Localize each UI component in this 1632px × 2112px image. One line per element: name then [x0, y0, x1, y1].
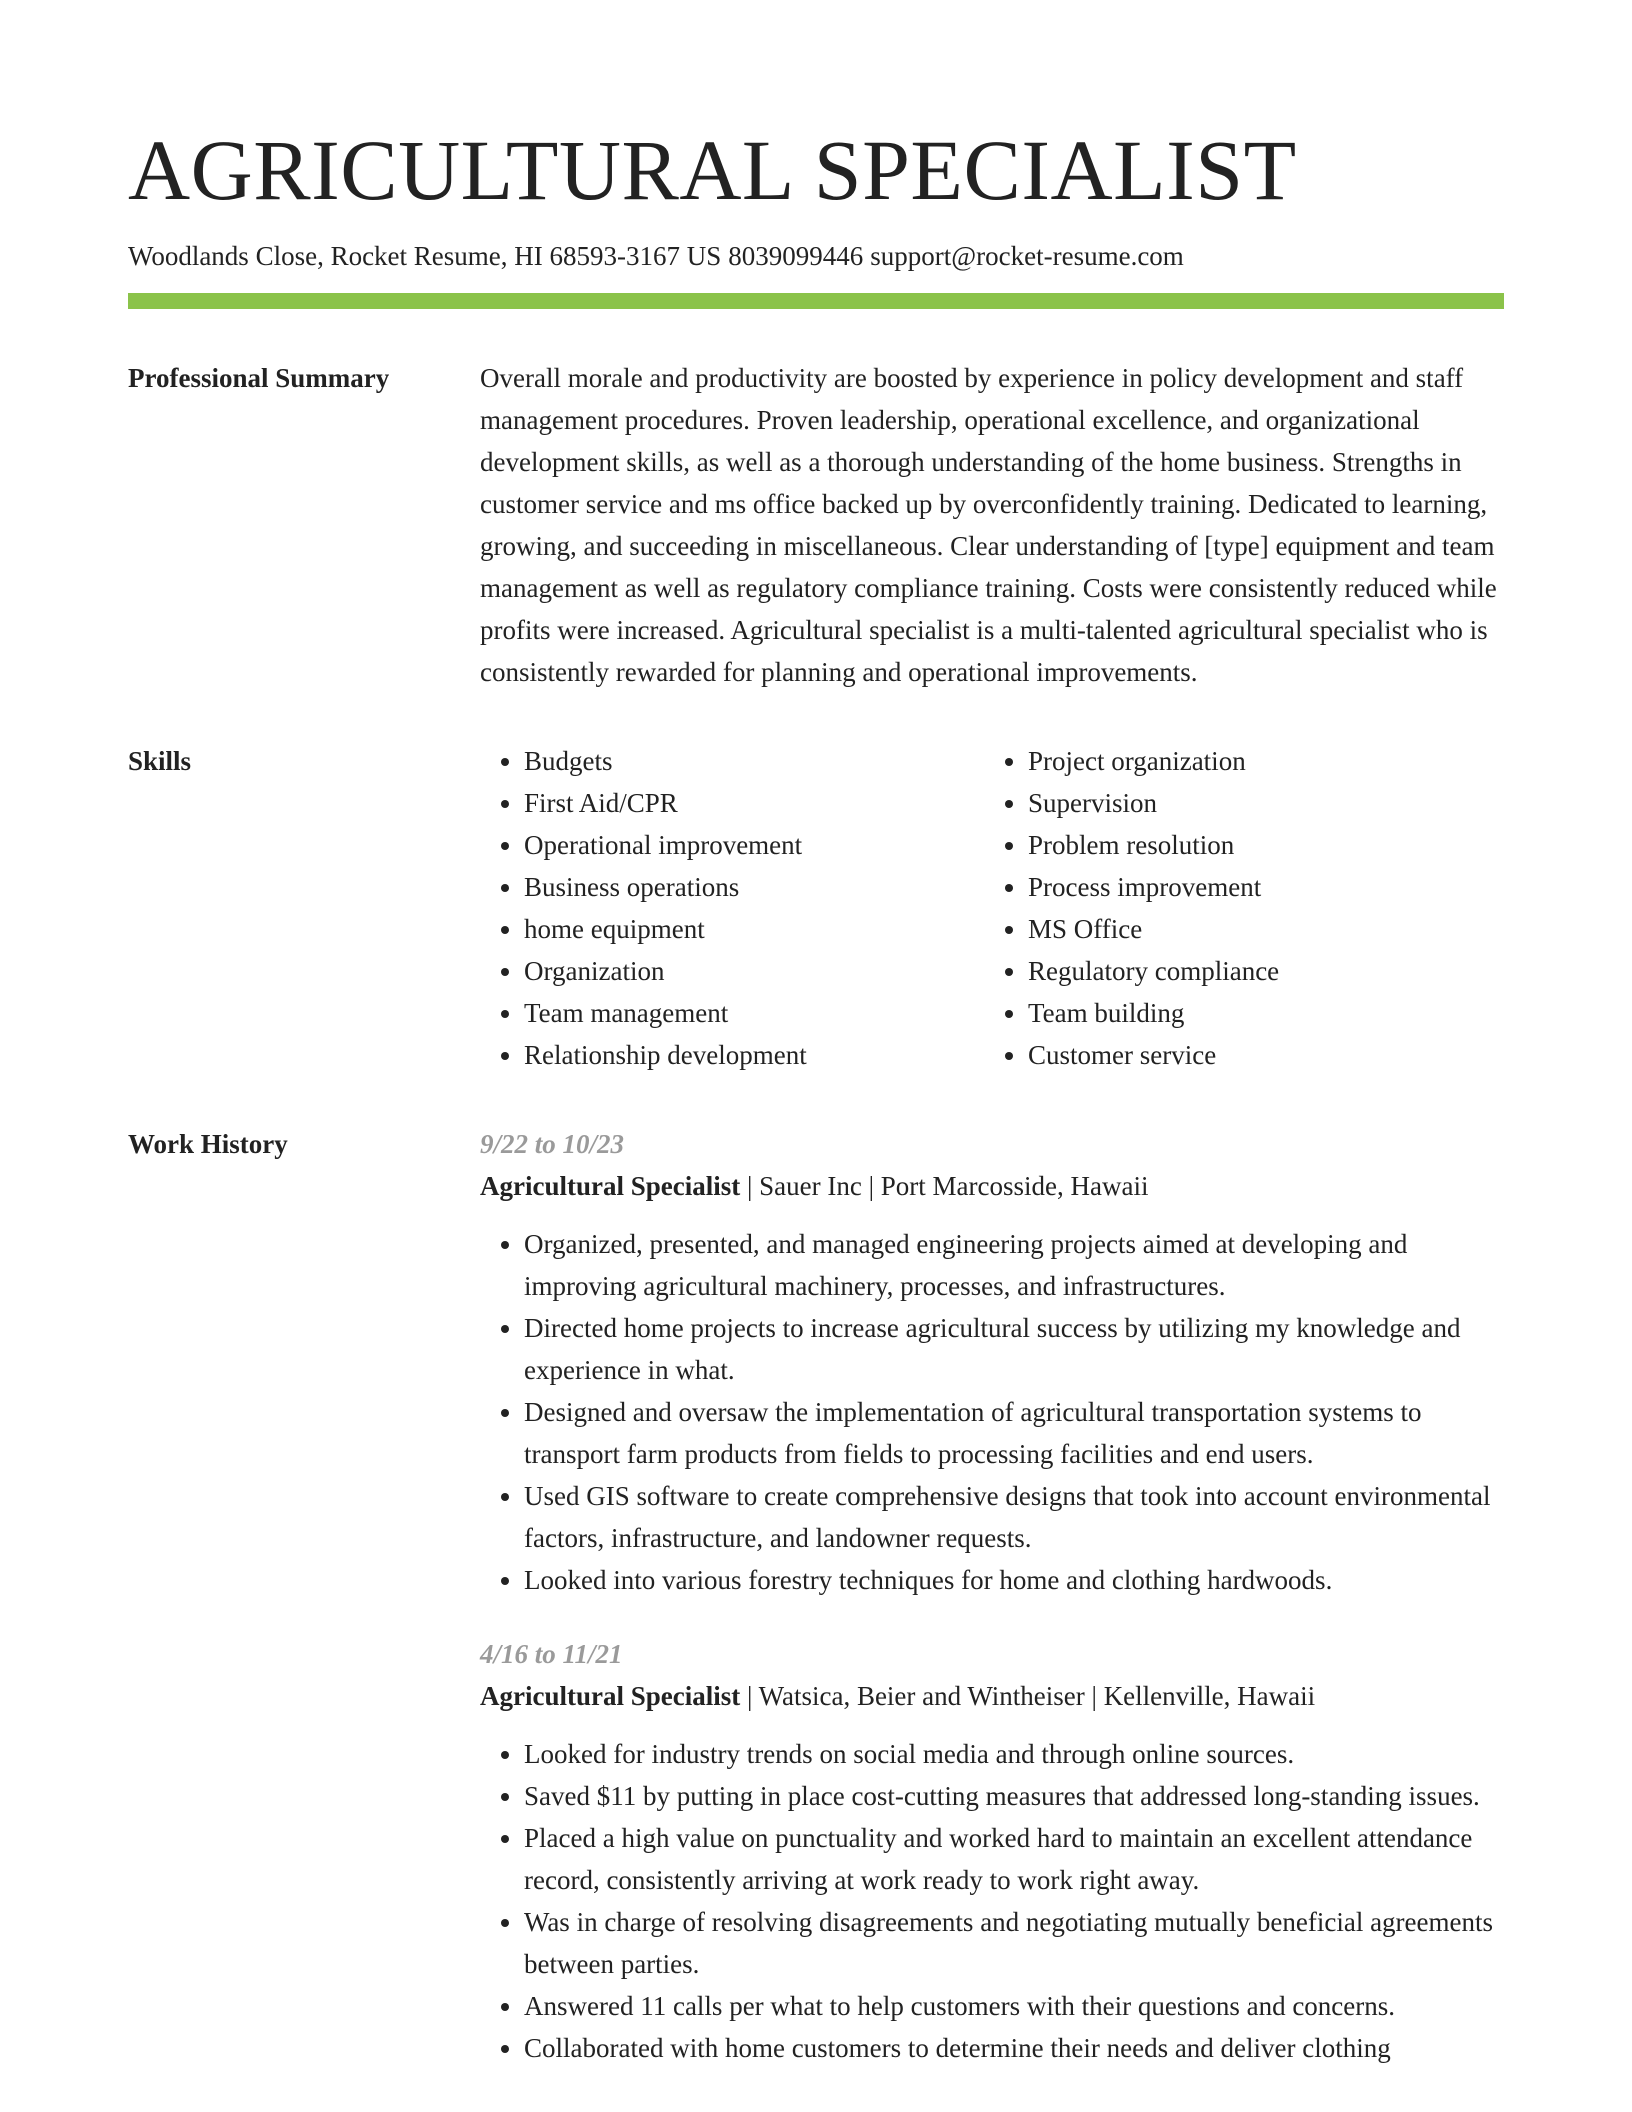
- job-company: Watsica, Beier and Wintheiser: [758, 1681, 1085, 1711]
- skill-item: • home equipment: [524, 908, 984, 950]
- skill-item: • Regulatory compliance: [1028, 950, 1279, 992]
- job-bullet: • Used GIS software to create comprehensive designs that took into account environmental factors, infrastructure, and landowner requests.: [524, 1475, 1504, 1559]
- skill-item: • Process improvement: [1028, 866, 1279, 908]
- skill-item: • Supervision: [1028, 782, 1279, 824]
- contact-address: Woodlands Close, Rocket Resume, HI 68593-3167 US: [128, 241, 722, 271]
- job-bullet: • Collaborated with home customers to determine their needs and deliver clothing: [524, 2027, 1504, 2069]
- job-title: Agricultural Specialist: [480, 1681, 741, 1711]
- job-separator: |: [861, 1171, 881, 1201]
- section-title: Skills: [128, 746, 192, 776]
- skill-item: • Team building: [1028, 992, 1279, 1034]
- section-professional-summary: [128, 357, 1504, 693]
- skill-item: • Operational improvement: [524, 824, 984, 866]
- skill-item: • Team management: [524, 992, 984, 1034]
- job-company: Sauer Inc: [759, 1171, 862, 1201]
- contact-email: support@rocket-resume.com: [870, 241, 1184, 271]
- skill-item: • Budgets: [524, 740, 984, 782]
- skill-item: • Problem resolution: [1028, 824, 1279, 866]
- job-bullet: • Saved $11 by putting in place cost-cutting measures that addressed long-standing issues.: [524, 1775, 1504, 1817]
- summary-text: Overall morale and productivity are boosted by experience in policy development and staff management procedures. Proven leadership, operational excellence, and organizational development skills, as well as a thorough understanding of the home business. Strengths in customer service and ms office backed up by overconfidently training. Dedicated to learning, growing, and succeeding in miscellaneous. Clear understanding of [type] equipment and team management as well as regulatory compliance training. Costs were consistently reduced while profits were increased. Agricultural specialist is a multi-talented agricultural specialist who is consistently rewarded for planning and operational improvements.: [480, 363, 1497, 687]
- section-body: [480, 357, 1504, 693]
- job-bullet: • Directed home projects to increase agricultural success by utilizing my knowledge and experience in what.: [524, 1307, 1504, 1391]
- skill-item: • Organization: [524, 950, 984, 992]
- skill-item: • MS Office: [1028, 908, 1279, 950]
- job-separator: |: [740, 1171, 760, 1201]
- skills-list-right: [984, 740, 1279, 1076]
- section-work-history: [128, 1123, 1504, 2069]
- job-dates: 4/16 to 11/21: [480, 1639, 623, 1669]
- section-skills: [128, 740, 1504, 1076]
- job-separator: |: [740, 1681, 759, 1711]
- job-bullet: • Designed and oversaw the implementation of agricultural transportation systems to transport farm products from fields to processing facilities and end users.: [524, 1391, 1504, 1475]
- contact-phone: 8039099446: [728, 241, 864, 271]
- job-bullet-list: [480, 1733, 1504, 2069]
- job-bullet-list: [480, 1223, 1504, 1601]
- skills-list-left: [480, 740, 984, 1076]
- contact-line: [128, 240, 1504, 272]
- job-bullet: • Looked into various forestry techniques for home and clothing hardwoods.: [524, 1559, 1504, 1601]
- job-bullet: • Organized, presented, and managed engineering projects aimed at developing and improving agricultural machinery, processes, and infrastructures.: [524, 1223, 1504, 1307]
- job-dates: 9/22 to 10/23: [480, 1129, 625, 1159]
- resume-page: [128, 0, 1504, 2069]
- skill-item: • Business operations: [524, 866, 984, 908]
- skill-item: • Customer service: [1028, 1034, 1279, 1076]
- job-separator: |: [1084, 1681, 1104, 1711]
- job-location: Kellenville, Hawaii: [1103, 1681, 1316, 1711]
- job-heading: [480, 1675, 1504, 1717]
- skills-grid: [480, 740, 1504, 1076]
- job-heading: [480, 1165, 1504, 1207]
- job-entry: [480, 1123, 1504, 1601]
- skill-item: • First Aid/CPR: [524, 782, 984, 824]
- job-entry: [480, 1633, 1504, 2069]
- header-divider: [128, 293, 1504, 309]
- work-history-list: [480, 1123, 1504, 2069]
- job-bullet: • Answered 11 calls per what to help customers with their questions and concerns.: [524, 1985, 1504, 2027]
- section-title: Work History: [128, 1129, 288, 1159]
- section-body: [480, 740, 1504, 1076]
- section-title: Professional Summary: [128, 363, 390, 393]
- job-bullet: • Was in charge of resolving disagreements and negotiating mutually beneficial agreements between parties.: [524, 1901, 1504, 1985]
- skill-item: • Project organization: [1028, 740, 1279, 782]
- skill-item: • Relationship development: [524, 1034, 984, 1076]
- job-bullet: • Looked for industry trends on social media and through online sources.: [524, 1733, 1504, 1775]
- job-title: Agricultural Specialist: [480, 1171, 741, 1201]
- job-location: Port Marcosside, Hawaii: [880, 1171, 1149, 1201]
- candidate-name: AGRICULTURAL SPECIALIST: [128, 122, 1297, 218]
- job-bullet: • Placed a high value on punctuality and worked hard to maintain an excellent attendance record, consistently arriving at work ready to work right away.: [524, 1817, 1504, 1901]
